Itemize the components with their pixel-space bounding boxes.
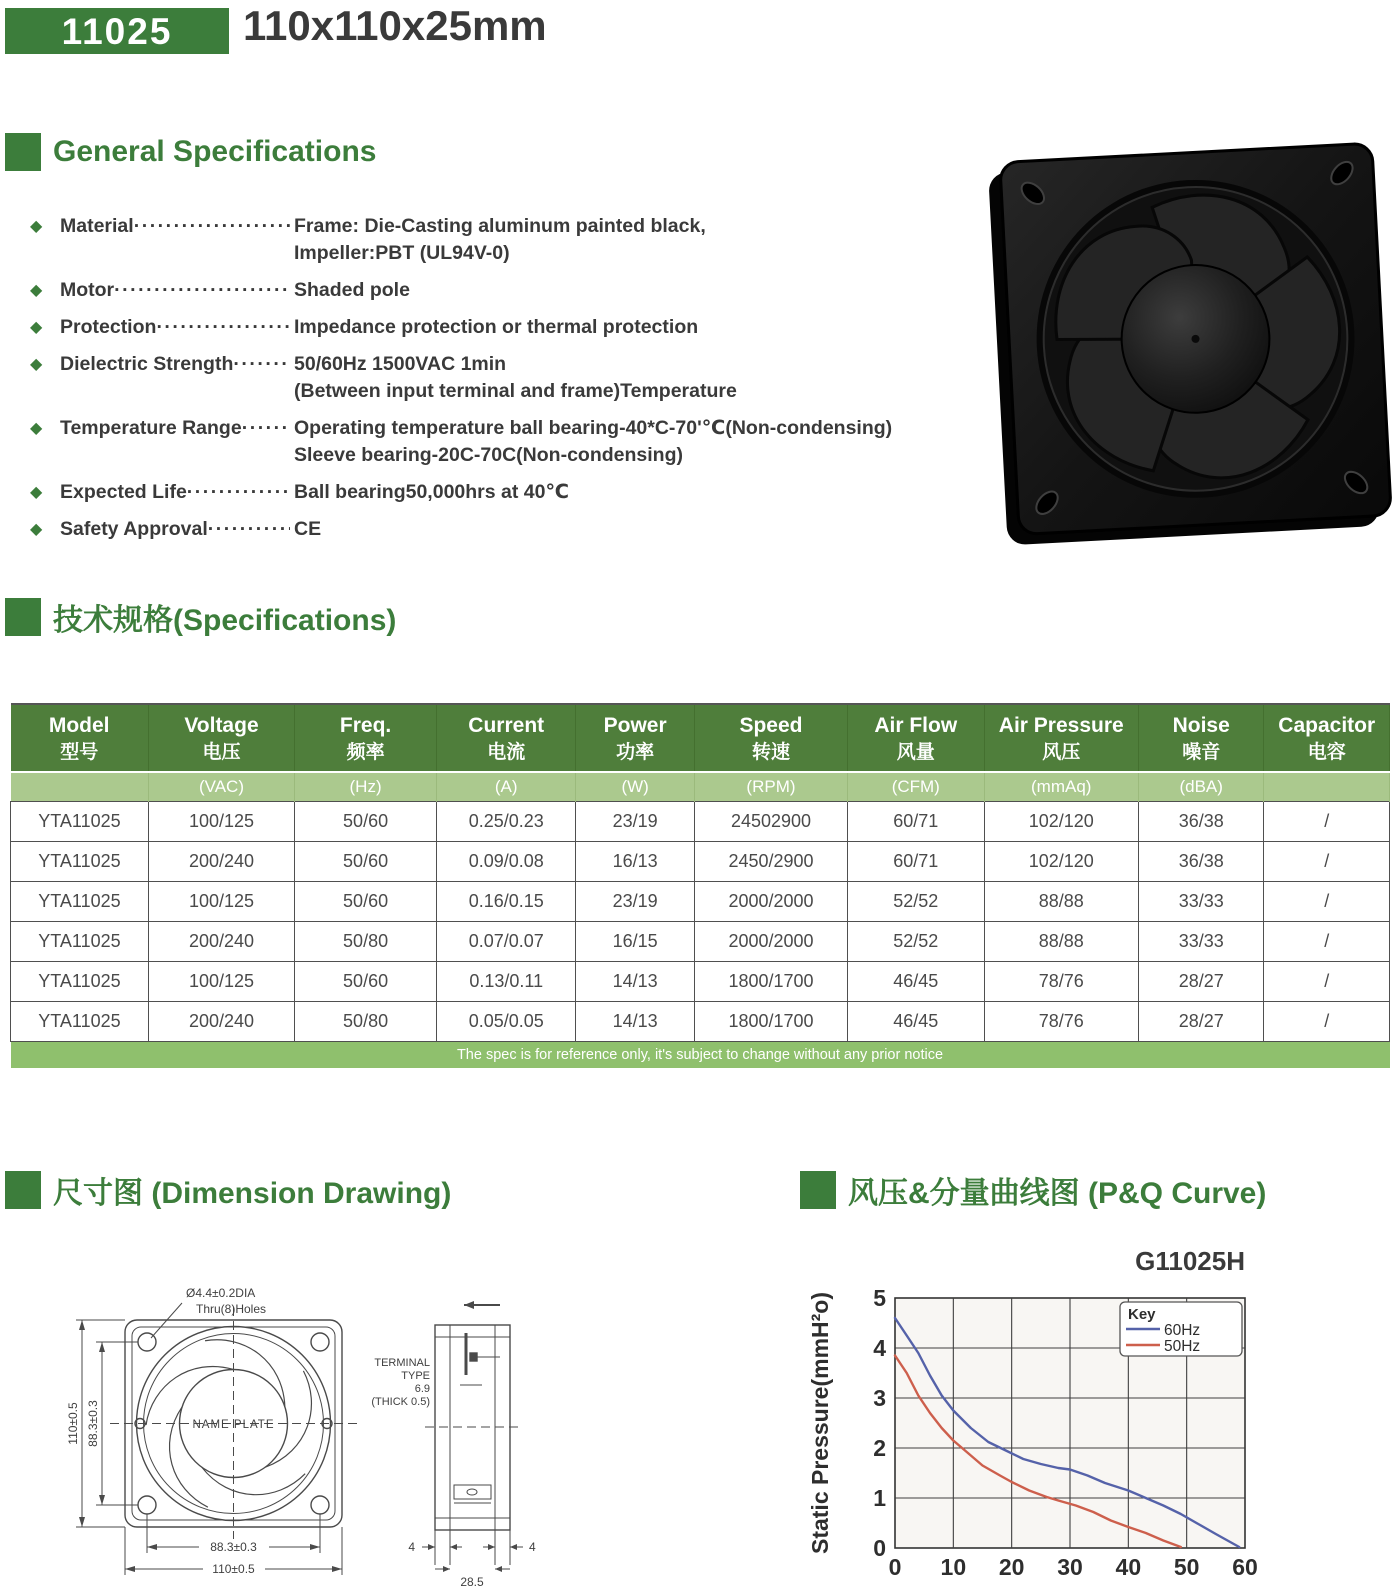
section-title: General Specifications (53, 135, 377, 168)
table-cell: / (1264, 841, 1390, 881)
x-tick-label: 40 (1115, 1554, 1142, 1580)
column-unit (1264, 772, 1390, 802)
table-unit-row (11, 772, 1390, 802)
spec-label: Material (60, 215, 134, 237)
spec-label: Temperature Range (60, 417, 242, 439)
table-cell: 200/240 (148, 841, 294, 881)
table-row (11, 921, 1390, 961)
diamond-bullet-icon: ◆ (30, 420, 43, 437)
column-unit: (mmAq) (984, 772, 1138, 802)
svg-text:Thru(8)Holes: Thru(8)Holes (196, 1302, 267, 1316)
spec-value: 50/60Hz 1500VAC 1min (Between input terminal and frame)Temperature (294, 353, 737, 402)
diamond-bullet-icon: ◆ (30, 484, 43, 501)
y-axis-label: Static Pressure(mmH²o) (807, 1291, 833, 1555)
diamond-bullet-icon: ◆ (30, 282, 43, 299)
table-header-row (11, 704, 1390, 772)
section-title: 风压&分量曲线图 (P&Q Curve) (848, 1177, 1267, 1210)
column-header: Voltage 电压 (148, 704, 294, 772)
table-cell: 102/120 (984, 841, 1138, 881)
dim-110-bottom: 110±0.5 (212, 1562, 255, 1576)
table-cell: 2450/2900 (694, 841, 847, 881)
terminal-type-label: TERMINAL (374, 1357, 430, 1369)
chart-title: G11025H (1135, 1246, 1245, 1276)
spec-value: Operating temperature ball bearing-40*C-70'℃(Non-condensing) Sleeve bearing-20C-70C(Non-condensing) (294, 417, 893, 466)
table-footnote-row (11, 1041, 1390, 1068)
table-cell: / (1264, 1001, 1390, 1041)
table-cell: / (1264, 921, 1390, 961)
table-cell: 0.09/0.08 (437, 841, 576, 881)
table-cell: 50/60 (295, 841, 437, 881)
table-cell: 50/60 (295, 881, 437, 921)
y-tick-label: 4 (873, 1335, 886, 1361)
spec-label: Expected Life (60, 481, 187, 503)
table-cell: 88/88 (984, 881, 1138, 921)
dim-110-left: 110±0.5 (66, 1402, 80, 1445)
table-cell: 0.07/0.07 (437, 921, 576, 961)
spec-value: Shaded pole (294, 279, 410, 301)
spec-label: Protection (60, 316, 157, 338)
dim-4-left: 4 (408, 1540, 415, 1554)
svg-text:TYPE: TYPE (401, 1370, 430, 1382)
spec-list-item (30, 277, 980, 304)
airflow-arrow-icon (464, 1301, 474, 1309)
table-row (11, 801, 1390, 841)
table-cell: 100/125 (148, 961, 294, 1001)
table-cell: 50/60 (295, 801, 437, 841)
spec-label: Motor (60, 279, 115, 301)
table-cell: YTA11025 (11, 801, 149, 841)
table-cell: 14/13 (576, 1001, 695, 1041)
diamond-bullet-icon: ◆ (30, 521, 43, 538)
table-cell: 0.13/0.11 (437, 961, 576, 1001)
table-cell: 100/125 (148, 881, 294, 921)
spec-list-item (30, 479, 980, 506)
legend-label-50hz: 50Hz (1164, 1338, 1201, 1355)
column-unit: (W) (576, 772, 695, 802)
table-cell: 102/120 (984, 801, 1138, 841)
spec-label: Dielectric Strength (60, 353, 234, 375)
table-cell: 23/19 (576, 881, 695, 921)
column-unit: (RPM) (694, 772, 847, 802)
table-footnote: The spec is for reference only, it's subject to change without any prior notice (11, 1041, 1390, 1068)
column-unit: (dBA) (1138, 772, 1263, 802)
x-tick-label: 30 (1057, 1554, 1083, 1580)
table-cell: 36/38 (1138, 801, 1263, 841)
column-header: Air Pressure 风压 (984, 704, 1138, 772)
spec-value: Frame: Die-Casting aluminum painted black, Impeller:PBT (UL94V-0) (294, 215, 706, 264)
table-cell: 200/240 (148, 921, 294, 961)
table-cell: 23/19 (576, 801, 695, 841)
dotted-leader (134, 213, 290, 267)
dotted-leader (233, 351, 290, 405)
column-header: Model 型号 (11, 704, 149, 772)
spec-list-item (30, 415, 980, 469)
table-cell: 100/125 (148, 801, 294, 841)
chart-legend (1120, 1302, 1242, 1356)
name-plate-label: NAME PLATE (192, 1419, 275, 1431)
table-cell: 78/76 (984, 961, 1138, 1001)
spec-list-item (30, 351, 980, 405)
column-header: Speed 转速 (694, 704, 847, 772)
table-cell: 24502900 (694, 801, 847, 841)
pq-curve-chart (800, 1228, 1400, 1591)
hole-callout-label: Ø4.4±0.2DIA (186, 1286, 256, 1300)
table-row (11, 881, 1390, 921)
spec-label: Safety Approval (60, 518, 208, 540)
x-tick-label: 60 (1232, 1554, 1258, 1580)
table-cell: 52/52 (848, 921, 985, 961)
green-square-icon (5, 133, 41, 171)
spec-value: Impedance protection or thermal protection (294, 316, 699, 338)
table-cell: YTA11025 (11, 1001, 149, 1041)
column-header: Power 功率 (576, 704, 695, 772)
table-cell: 16/15 (576, 921, 695, 961)
table-cell: 60/71 (848, 801, 985, 841)
table-cell: 1800/1700 (694, 1001, 847, 1041)
spec-list-item (30, 213, 980, 267)
table-cell: YTA11025 (11, 841, 149, 881)
dotted-leader (156, 314, 290, 341)
x-tick-label: 10 (940, 1554, 967, 1580)
column-unit (11, 772, 149, 802)
table-cell: 33/33 (1138, 921, 1263, 961)
y-tick-label: 2 (873, 1435, 886, 1461)
table-row (11, 841, 1390, 881)
spec-table (10, 703, 1390, 1068)
table-cell: 52/52 (848, 881, 985, 921)
fan-product-image (985, 122, 1400, 552)
green-square-icon (5, 598, 41, 636)
table-cell: 46/45 (848, 961, 985, 1001)
x-tick-label: 20 (998, 1554, 1025, 1580)
table-cell: 1800/1700 (694, 961, 847, 1001)
dotted-leader (114, 277, 290, 304)
table-cell: 46/45 (848, 1001, 985, 1041)
section-title: 技术规格(Specifications) (53, 604, 397, 637)
table-cell: 200/240 (148, 1001, 294, 1041)
table-cell: 78/76 (984, 1001, 1138, 1041)
table-cell: YTA11025 (11, 881, 149, 921)
svg-text:6.9: 6.9 (414, 1383, 430, 1395)
column-unit: (A) (437, 772, 576, 802)
table-row (11, 1001, 1390, 1041)
diamond-bullet-icon: ◆ (30, 218, 43, 235)
column-header: Air Flow 风量 (848, 704, 985, 772)
table-cell: 28/27 (1138, 961, 1263, 1001)
column-unit: (VAC) (148, 772, 294, 802)
section-specifications (5, 595, 396, 639)
dotted-leader (208, 516, 290, 543)
column-unit: (Hz) (295, 772, 437, 802)
green-square-icon (5, 1171, 41, 1209)
table-cell: 2000/2000 (694, 881, 847, 921)
dimension-drawing (30, 1235, 710, 1591)
model-badge: 11025 (5, 8, 229, 54)
table-cell: YTA11025 (11, 921, 149, 961)
dimension-arrows (79, 1320, 342, 1572)
dotted-leader (187, 479, 290, 506)
diamond-bullet-icon: ◆ (30, 319, 43, 336)
table-cell: 16/13 (576, 841, 695, 881)
table-cell: / (1264, 881, 1390, 921)
table-cell: 50/80 (295, 1001, 437, 1041)
column-header: Freq. 频率 (295, 704, 437, 772)
svg-text:(THICK 0.5): (THICK 0.5) (371, 1396, 430, 1408)
y-tick-label: 3 (873, 1385, 886, 1411)
x-tick-label: 50 (1173, 1554, 1200, 1580)
diamond-bullet-icon: ◆ (30, 356, 43, 373)
legend-label-60hz: 60Hz (1164, 1322, 1201, 1339)
column-header: Noise 噪音 (1138, 704, 1263, 772)
section-general-specifications (5, 133, 376, 171)
table-cell: 33/33 (1138, 881, 1263, 921)
column-header: Capacitor 电容 (1264, 704, 1390, 772)
y-tick-label: 0 (873, 1535, 886, 1561)
y-tick-label: 5 (873, 1285, 886, 1311)
column-unit: (CFM) (848, 772, 985, 802)
section-dimension-drawing (5, 1168, 451, 1212)
spec-value: Ball bearing50,000hrs at 40℃ (294, 481, 570, 503)
table-row (11, 961, 1390, 1001)
x-tick-label: 0 (888, 1554, 902, 1580)
column-header: Current 电流 (437, 704, 576, 772)
spec-list-item (30, 516, 980, 543)
section-pq-curve (800, 1168, 1266, 1212)
table-cell: YTA11025 (11, 961, 149, 1001)
general-spec-list (30, 213, 980, 553)
table-cell: / (1264, 801, 1390, 841)
table-cell: 60/71 (848, 841, 985, 881)
spec-list-item (30, 314, 980, 341)
table-cell: 0.16/0.15 (437, 881, 576, 921)
y-tick-label: 1 (873, 1485, 886, 1511)
legend-title: Key (1128, 1306, 1156, 1323)
table-cell: 0.25/0.23 (437, 801, 576, 841)
green-square-icon (800, 1171, 836, 1209)
spec-value: CE (294, 518, 322, 540)
table-cell: 50/80 (295, 921, 437, 961)
table-cell: 50/60 (295, 961, 437, 1001)
page-title: 110x110x25mm (243, 2, 547, 49)
table-cell: 36/38 (1138, 841, 1263, 881)
table-cell: 0.05/0.05 (437, 1001, 576, 1041)
table-cell: 88/88 (984, 921, 1138, 961)
dim-88-left: 88.3±0.3 (86, 1400, 100, 1447)
table-cell: 2000/2000 (694, 921, 847, 961)
dim-28-5: 28.5 (460, 1575, 484, 1589)
dim-4-right: 4 (529, 1540, 536, 1554)
table-cell: / (1264, 961, 1390, 1001)
section-title: 尺寸图 (Dimension Drawing) (53, 1177, 452, 1210)
table-cell: 28/27 (1138, 1001, 1263, 1041)
table-cell: 14/13 (576, 961, 695, 1001)
dotted-leader (242, 415, 290, 469)
dim-88-bottom: 88.3±0.3 (210, 1540, 257, 1554)
